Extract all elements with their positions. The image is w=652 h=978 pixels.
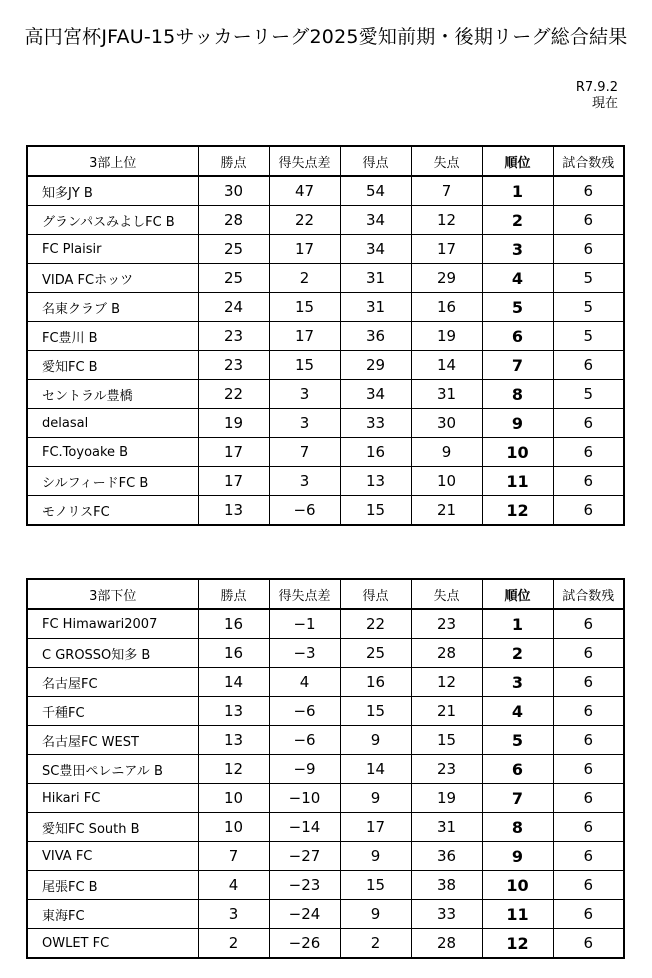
rank: 7	[482, 351, 553, 380]
remaining-games: 6	[553, 697, 624, 726]
upper-division-table	[26, 145, 625, 526]
goals-for: 9	[340, 842, 411, 871]
team-name: VIDA FCホッツ	[27, 264, 198, 293]
points: 28	[198, 206, 269, 235]
goals-for: 16	[340, 438, 411, 467]
goals-for: 36	[340, 322, 411, 351]
remaining-games: 6	[553, 438, 624, 467]
col-goals-against: 失点	[411, 579, 482, 609]
table-row	[27, 438, 624, 467]
rank: 7	[482, 784, 553, 813]
goals-against: 19	[411, 322, 482, 351]
col-points: 勝点	[198, 579, 269, 609]
table-row	[27, 496, 624, 526]
team-name: SC豊田ペレニアル B	[27, 755, 198, 784]
goals-against: 23	[411, 755, 482, 784]
goals-against: 28	[411, 929, 482, 959]
goals-for: 2	[340, 929, 411, 959]
rank: 8	[482, 380, 553, 409]
goal-diff: 3	[269, 467, 340, 496]
team-name: シルフィードFC B	[27, 467, 198, 496]
table-row	[27, 467, 624, 496]
goals-for: 14	[340, 755, 411, 784]
points: 10	[198, 813, 269, 842]
points: 13	[198, 496, 269, 526]
goal-diff: 15	[269, 351, 340, 380]
col-goal-diff: 得失点差	[269, 579, 340, 609]
goals-for: 33	[340, 409, 411, 438]
goals-for: 9	[340, 900, 411, 929]
goals-against: 15	[411, 726, 482, 755]
goal-diff: 17	[269, 235, 340, 264]
table-row	[27, 755, 624, 784]
table-row	[27, 842, 624, 871]
points: 10	[198, 784, 269, 813]
as-of-date-value: R7.9.2	[575, 80, 618, 95]
team-name: グランパスみよしFC B	[27, 206, 198, 235]
team-name: FC Plaisir	[27, 235, 198, 264]
team-name: 愛知FC South B	[27, 813, 198, 842]
table-header-row	[27, 579, 624, 609]
table-row	[27, 322, 624, 351]
goals-against: 30	[411, 409, 482, 438]
points: 16	[198, 609, 269, 639]
remaining-games: 6	[553, 871, 624, 900]
goal-diff: −26	[269, 929, 340, 959]
col-rank: 順位	[482, 146, 553, 176]
team-name: OWLET FC	[27, 929, 198, 959]
rank: 8	[482, 813, 553, 842]
as-of-date	[576, 80, 618, 112]
goals-against: 31	[411, 380, 482, 409]
team-name: VIVA FC	[27, 842, 198, 871]
table-row	[27, 900, 624, 929]
rank: 6	[482, 755, 553, 784]
points: 22	[198, 380, 269, 409]
remaining-games: 6	[553, 467, 624, 496]
lower-division-table	[26, 578, 625, 959]
col-rank: 順位	[482, 579, 553, 609]
rank: 1	[482, 176, 553, 206]
table-row	[27, 206, 624, 235]
rank: 11	[482, 900, 553, 929]
table-row	[27, 176, 624, 206]
goals-for: 16	[340, 668, 411, 697]
points: 16	[198, 639, 269, 668]
goals-against: 10	[411, 467, 482, 496]
remaining-games: 6	[553, 668, 624, 697]
remaining-games: 5	[553, 380, 624, 409]
goal-diff: 3	[269, 380, 340, 409]
points: 13	[198, 726, 269, 755]
points: 7	[198, 842, 269, 871]
team-name: モノリスFC	[27, 496, 198, 526]
goals-for: 34	[340, 206, 411, 235]
table-row	[27, 235, 624, 264]
remaining-games: 6	[553, 351, 624, 380]
table-row	[27, 929, 624, 959]
goals-for: 15	[340, 697, 411, 726]
team-name: FC豊川 B	[27, 322, 198, 351]
points: 12	[198, 755, 269, 784]
remaining-games: 6	[553, 496, 624, 526]
goal-diff: −10	[269, 784, 340, 813]
remaining-games: 6	[553, 639, 624, 668]
remaining-games: 6	[553, 235, 624, 264]
remaining-games: 6	[553, 609, 624, 639]
points: 25	[198, 235, 269, 264]
goals-for: 54	[340, 176, 411, 206]
col-goal-diff: 得失点差	[269, 146, 340, 176]
rank: 9	[482, 842, 553, 871]
col-remaining: 試合数残	[553, 146, 624, 176]
goal-diff: −1	[269, 609, 340, 639]
rank: 10	[482, 871, 553, 900]
goal-diff: 4	[269, 668, 340, 697]
goals-against: 21	[411, 496, 482, 526]
rank: 4	[482, 697, 553, 726]
table-row	[27, 871, 624, 900]
points: 25	[198, 264, 269, 293]
goal-diff: 47	[269, 176, 340, 206]
goals-for: 17	[340, 813, 411, 842]
goals-against: 14	[411, 351, 482, 380]
goals-against: 19	[411, 784, 482, 813]
rank: 2	[482, 206, 553, 235]
table-row	[27, 639, 624, 668]
goal-diff: 22	[269, 206, 340, 235]
team-name: 東海FC	[27, 900, 198, 929]
rank: 3	[482, 235, 553, 264]
rank: 12	[482, 929, 553, 959]
team-name: 尾張FC B	[27, 871, 198, 900]
points: 14	[198, 668, 269, 697]
remaining-games: 6	[553, 755, 624, 784]
points: 2	[198, 929, 269, 959]
goals-for: 29	[340, 351, 411, 380]
col-goals-for: 得点	[340, 579, 411, 609]
remaining-games: 6	[553, 929, 624, 959]
remaining-games: 6	[553, 842, 624, 871]
goals-for: 31	[340, 264, 411, 293]
rank: 4	[482, 264, 553, 293]
points: 17	[198, 438, 269, 467]
points: 23	[198, 351, 269, 380]
team-name: 愛知FC B	[27, 351, 198, 380]
team-name: C GROSSO知多 B	[27, 639, 198, 668]
table-row	[27, 351, 624, 380]
col-remaining: 試合数残	[553, 579, 624, 609]
goals-for: 34	[340, 235, 411, 264]
page-title: 高円宮杯JFAU-15サッカーリーグ2025愛知前期・後期リーグ総合結果	[24, 26, 628, 48]
goals-for: 15	[340, 496, 411, 526]
rank: 6	[482, 322, 553, 351]
table-row	[27, 609, 624, 639]
team-name: 名古屋FC WEST	[27, 726, 198, 755]
team-name: FC.Toyoake B	[27, 438, 198, 467]
col-goals-against: 失点	[411, 146, 482, 176]
col-points: 勝点	[198, 146, 269, 176]
rank: 9	[482, 409, 553, 438]
points: 19	[198, 409, 269, 438]
goals-against: 23	[411, 609, 482, 639]
goal-diff: 17	[269, 322, 340, 351]
rank: 3	[482, 668, 553, 697]
rank: 11	[482, 467, 553, 496]
rank: 1	[482, 609, 553, 639]
goal-diff: −24	[269, 900, 340, 929]
table-row	[27, 668, 624, 697]
goals-for: 9	[340, 784, 411, 813]
points: 30	[198, 176, 269, 206]
goals-against: 12	[411, 668, 482, 697]
remaining-games: 6	[553, 206, 624, 235]
goals-for: 15	[340, 871, 411, 900]
col-goals-for: 得点	[340, 146, 411, 176]
team-name: 名古屋FC	[27, 668, 198, 697]
remaining-games: 5	[553, 293, 624, 322]
goal-diff: 3	[269, 409, 340, 438]
team-name: 名東クラブ B	[27, 293, 198, 322]
goal-diff: 2	[269, 264, 340, 293]
remaining-games: 6	[553, 409, 624, 438]
goals-against: 17	[411, 235, 482, 264]
team-name: 知多JY B	[27, 176, 198, 206]
goals-against: 29	[411, 264, 482, 293]
table-row	[27, 264, 624, 293]
remaining-games: 6	[553, 900, 624, 929]
goals-for: 25	[340, 639, 411, 668]
table-header-row	[27, 146, 624, 176]
goals-against: 12	[411, 206, 482, 235]
goals-against: 9	[411, 438, 482, 467]
goal-diff: −6	[269, 496, 340, 526]
table-row	[27, 784, 624, 813]
goal-diff: 15	[269, 293, 340, 322]
goals-against: 33	[411, 900, 482, 929]
goal-diff: −27	[269, 842, 340, 871]
goal-diff: −9	[269, 755, 340, 784]
remaining-games: 6	[553, 176, 624, 206]
goals-against: 28	[411, 639, 482, 668]
table-row	[27, 697, 624, 726]
goals-against: 21	[411, 697, 482, 726]
points: 17	[198, 467, 269, 496]
remaining-games: 6	[553, 784, 624, 813]
goal-diff: −23	[269, 871, 340, 900]
division-heading: 3部下位	[27, 579, 198, 609]
points: 13	[198, 697, 269, 726]
goal-diff: −14	[269, 813, 340, 842]
as-of-label: 現在	[591, 96, 618, 111]
goals-for: 22	[340, 609, 411, 639]
goals-against: 38	[411, 871, 482, 900]
team-name: delasal	[27, 409, 198, 438]
rank: 12	[482, 496, 553, 526]
points: 23	[198, 322, 269, 351]
table-row	[27, 813, 624, 842]
goal-diff: −6	[269, 726, 340, 755]
points: 4	[198, 871, 269, 900]
remaining-games: 6	[553, 813, 624, 842]
rank: 10	[482, 438, 553, 467]
goals-against: 7	[411, 176, 482, 206]
table-row	[27, 726, 624, 755]
team-name: FC Himawari2007	[27, 609, 198, 639]
table-row	[27, 380, 624, 409]
goals-for: 31	[340, 293, 411, 322]
rank: 5	[482, 726, 553, 755]
team-name: Hikari FC	[27, 784, 198, 813]
goals-against: 36	[411, 842, 482, 871]
rank: 2	[482, 639, 553, 668]
team-name: セントラル豊橋	[27, 380, 198, 409]
goals-against: 16	[411, 293, 482, 322]
goals-for: 9	[340, 726, 411, 755]
team-name: 千種FC	[27, 697, 198, 726]
goals-for: 13	[340, 467, 411, 496]
goal-diff: −6	[269, 697, 340, 726]
table-row	[27, 409, 624, 438]
goal-diff: 7	[269, 438, 340, 467]
goals-for: 34	[340, 380, 411, 409]
remaining-games: 5	[553, 322, 624, 351]
remaining-games: 6	[553, 726, 624, 755]
table-row	[27, 293, 624, 322]
remaining-games: 5	[553, 264, 624, 293]
points: 3	[198, 900, 269, 929]
rank: 5	[482, 293, 553, 322]
points: 24	[198, 293, 269, 322]
division-heading: 3部上位	[27, 146, 198, 176]
goals-against: 31	[411, 813, 482, 842]
goal-diff: −3	[269, 639, 340, 668]
